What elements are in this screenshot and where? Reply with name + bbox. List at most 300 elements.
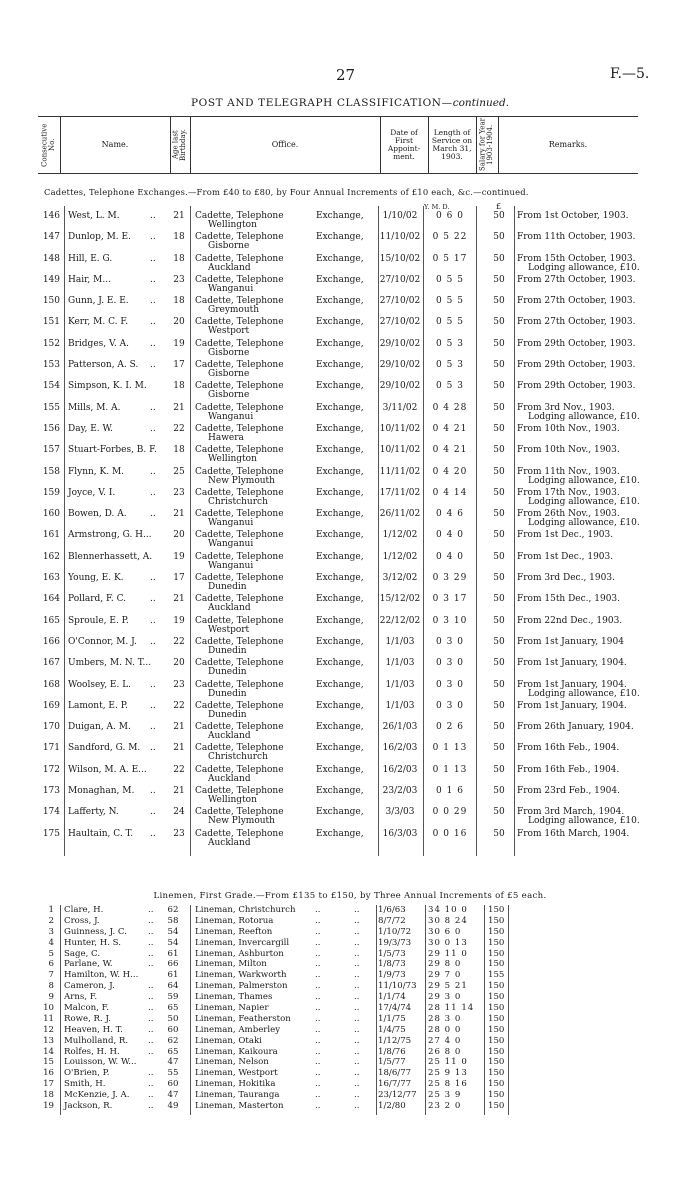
lineman-service: 25 11 0 xyxy=(428,1057,468,1068)
lineman-age: 55 xyxy=(167,1068,179,1079)
table-row xyxy=(0,656,700,677)
row-location: Gisborne xyxy=(208,347,250,358)
list-item xyxy=(0,1057,700,1068)
row-date: 15/10/02 xyxy=(379,253,421,264)
row-remark: From 3rd March, 1904. xyxy=(517,807,625,818)
lineman-office: Lineman, Ashburton xyxy=(195,948,284,959)
row-remark: From 1st October, 1903. xyxy=(517,211,629,221)
row-age: 21 xyxy=(173,509,185,520)
lineman-age: 54 xyxy=(167,926,179,937)
lineman-name: Cross, J. xyxy=(64,915,100,926)
row-dots: .. xyxy=(150,679,156,690)
page-title xyxy=(0,97,700,109)
lineman-dots: .. xyxy=(148,1024,154,1035)
row-name: Mills, M. A. xyxy=(68,402,121,413)
row-salary: 50 xyxy=(493,636,505,647)
lineman-date: 18/6/77 xyxy=(378,1068,412,1079)
header-office: Office. xyxy=(271,139,299,149)
row-salary: 50 xyxy=(493,423,505,434)
lineman-salary: 150 xyxy=(488,1024,505,1035)
lineman-leader-1: .. xyxy=(315,915,321,926)
list-item xyxy=(0,1014,700,1025)
row-age: 17 xyxy=(173,360,185,371)
row-name: Flynn, K. M. xyxy=(68,466,125,477)
lineman-service: 34 10 0 xyxy=(428,905,468,915)
row-dots: .. xyxy=(150,700,156,711)
row-office: Cadette, Telephone xyxy=(195,509,284,520)
row-service: 0 3 0 xyxy=(436,679,464,690)
lineman-age: 60 xyxy=(167,1079,179,1090)
row-dots: .. xyxy=(150,807,156,818)
row-location: Wanganui xyxy=(208,560,254,571)
row-salary: 50 xyxy=(493,807,505,818)
row-office-exchange: Exchange, xyxy=(316,551,364,562)
table-row xyxy=(0,720,700,741)
row-location: Wanganui xyxy=(208,283,254,294)
row-name: Dunlop, M. E. xyxy=(68,232,131,243)
lineman-salary: 150 xyxy=(488,992,505,1003)
row-remark: From 26th January, 1904. xyxy=(517,722,634,733)
lineman-service: 30 8 24 xyxy=(428,915,468,926)
list-item xyxy=(0,981,700,992)
row-name: Wilson, M. A. E... xyxy=(68,764,147,775)
row-remark: From 15th Dec., 1903. xyxy=(517,594,621,605)
row-location: Wellington xyxy=(208,454,257,465)
list-item xyxy=(0,959,700,970)
row-age: 23 xyxy=(173,487,185,498)
row-number: 169 xyxy=(42,700,60,711)
row-remark: From 26th Nov., 1903. xyxy=(517,509,620,520)
row-office: Cadette, Telephone xyxy=(195,530,284,541)
lineman-age: 47 xyxy=(167,1057,179,1068)
row-office-exchange: Exchange, xyxy=(316,807,364,818)
row-number: 167 xyxy=(42,658,60,669)
row-location: Wellington xyxy=(208,795,257,806)
lineman-leader-1: .. xyxy=(315,905,321,915)
lineman-name: Arns, F. xyxy=(64,992,98,1003)
row-dots: .. xyxy=(150,360,156,371)
lineman-leader-2: .. xyxy=(354,915,360,926)
row-remark: From 16th Feb., 1904. xyxy=(517,743,620,754)
row-age: 19 xyxy=(173,615,185,626)
row-remark: From 1st Dec., 1903. xyxy=(517,551,614,562)
lineman-date: 1/1/74 xyxy=(378,992,406,1003)
row-service: 0 3 10 xyxy=(432,615,468,626)
lineman-number: 8 xyxy=(48,981,54,992)
row-date: 10/11/02 xyxy=(379,445,421,456)
row-service: 0 6 0 xyxy=(436,211,464,221)
row-number: 151 xyxy=(42,317,60,328)
lineman-number: 7 xyxy=(48,970,54,981)
lineman-office: Lineman, Hokitika xyxy=(195,1079,276,1090)
row-location: Dunedin xyxy=(208,582,247,593)
row-number: 148 xyxy=(42,253,60,264)
lineman-salary: 150 xyxy=(488,1090,505,1101)
table-row xyxy=(0,635,700,656)
table-row xyxy=(0,379,700,400)
lineman-date: 1/6/63 xyxy=(378,905,406,915)
lineman-office: Lineman, Napier xyxy=(195,1003,269,1014)
lineman-age: 49 xyxy=(167,1101,179,1112)
lineman-service: 28 3 0 xyxy=(428,1013,462,1024)
lineman-leader-2: .. xyxy=(354,1101,360,1112)
lineman-leader-2: .. xyxy=(354,905,360,915)
row-location: Dunedin xyxy=(208,667,247,678)
lineman-leader-1: .. xyxy=(315,981,321,992)
lineman-leader-2: .. xyxy=(354,1079,360,1090)
row-office-exchange: Exchange, xyxy=(316,828,364,839)
row-number: 152 xyxy=(42,338,60,349)
row-service: 0 3 0 xyxy=(436,636,464,647)
lineman-age: 60 xyxy=(167,1024,179,1035)
page-number: 27 xyxy=(336,66,356,84)
row-number: 159 xyxy=(42,487,60,498)
list-item xyxy=(0,1101,700,1112)
row-office: Cadette, Telephone xyxy=(195,211,284,221)
row-location: Christchurch xyxy=(208,496,268,507)
row-office-exchange: Exchange, xyxy=(316,679,364,690)
lineman-salary: 150 xyxy=(488,948,505,959)
lineman-age: 62 xyxy=(167,905,179,915)
row-salary: 50 xyxy=(493,658,505,669)
table-row xyxy=(0,699,700,720)
row-salary: 50 xyxy=(493,360,505,371)
row-remark: From 27th October, 1903. xyxy=(517,317,636,328)
row-salary: 50 xyxy=(493,594,505,605)
row-name: Pollard, F. C. xyxy=(68,594,127,605)
lineman-name: Clare, H. xyxy=(64,905,104,915)
lineman-leader-2: .. xyxy=(354,1003,360,1014)
lineman-date: 1/5/77 xyxy=(378,1057,406,1068)
table-row xyxy=(0,571,700,592)
lineman-dots: .. xyxy=(148,1046,154,1057)
row-office-exchange: Exchange, xyxy=(316,786,364,797)
row-name: Woolsey, E. L. xyxy=(68,679,132,690)
lineman-dots: .. xyxy=(148,992,154,1003)
row-location: Hawera xyxy=(208,432,244,443)
row-remark: From 29th October, 1903. xyxy=(517,360,636,371)
row-location: Wellington xyxy=(208,220,257,230)
row-office-exchange: Exchange, xyxy=(316,445,364,456)
lineman-number: 12 xyxy=(43,1024,54,1035)
row-name: Hill, E. G. xyxy=(68,253,113,264)
lineman-leader-1: .. xyxy=(315,1035,321,1046)
row-number: 147 xyxy=(42,232,60,243)
row-age: 22 xyxy=(173,423,185,434)
lineman-service: 28 0 0 xyxy=(428,1024,462,1035)
list-item xyxy=(0,949,700,960)
row-age: 17 xyxy=(173,573,185,584)
row-number: 156 xyxy=(42,423,60,434)
lineman-leader-2: .. xyxy=(354,1090,360,1101)
row-office-exchange: Exchange, xyxy=(316,402,364,413)
row-salary: 50 xyxy=(493,211,505,221)
row-age: 18 xyxy=(173,445,185,456)
row-date: 23/2/03 xyxy=(382,786,418,797)
lineman-dots: .. xyxy=(148,937,154,948)
row-office-exchange: Exchange, xyxy=(316,509,364,520)
row-remark-extra: Lodging allowance, £10. xyxy=(528,688,640,699)
lineman-service: 29 3 0 xyxy=(428,992,462,1003)
row-remark: From 23rd Feb., 1904. xyxy=(517,786,620,797)
row-name: O'Connor, M. J. xyxy=(68,636,137,647)
row-service: 0 4 21 xyxy=(432,423,468,434)
row-office: Cadette, Telephone xyxy=(195,274,284,285)
lineman-date: 1/8/73 xyxy=(378,959,406,970)
lineman-leader-1: .. xyxy=(315,970,321,981)
lineman-leader-2: .. xyxy=(354,926,360,937)
row-name: Haultain, C. T. xyxy=(68,828,134,839)
lineman-name: O'Brien, P. xyxy=(64,1068,110,1079)
row-date: 10/11/02 xyxy=(379,423,421,434)
row-salary: 50 xyxy=(493,764,505,775)
table-row xyxy=(0,422,700,443)
row-salary: 50 xyxy=(493,253,505,264)
row-dots: .. xyxy=(150,296,156,307)
row-office: Cadette, Telephone xyxy=(195,232,284,243)
row-name: Patterson, A. S. xyxy=(68,360,139,371)
row-date: 3/3/03 xyxy=(385,807,415,818)
row-service: 0 5 5 xyxy=(436,317,464,328)
lineman-age: 66 xyxy=(167,959,179,970)
row-location: Westport xyxy=(208,624,250,635)
row-number: 146 xyxy=(42,211,60,221)
lineman-salary: 150 xyxy=(488,915,505,926)
row-remark: From 16th Feb., 1904. xyxy=(517,764,620,775)
lineman-dots: .. xyxy=(148,1035,154,1046)
row-date: 16/2/03 xyxy=(382,743,418,754)
row-dots: .. xyxy=(150,509,156,520)
row-age: 22 xyxy=(173,700,185,711)
row-number: 165 xyxy=(42,615,60,626)
lineman-name: Hunter, H. S. xyxy=(64,937,121,948)
row-number: 161 xyxy=(42,530,60,541)
lineman-name: Sage, C. xyxy=(64,948,101,959)
lineman-dots: .. xyxy=(148,926,154,937)
section-heading-cadettes: Cadettes, Telephone Exchanges.—From £40 to £80, by Four Annual Increments of £10 each, &c.—continued. xyxy=(44,187,529,197)
table-row xyxy=(0,805,700,826)
row-salary: 50 xyxy=(493,530,505,541)
row-name: Bridges, V. A. xyxy=(68,338,129,349)
row-remark: From 17th Nov., 1903. xyxy=(517,487,620,498)
lineman-age: 62 xyxy=(167,1035,179,1046)
row-office-exchange: Exchange, xyxy=(316,530,364,541)
row-office-exchange: Exchange, xyxy=(316,722,364,733)
row-name: Day, E. W. xyxy=(68,423,114,434)
row-name: Monaghan, M. xyxy=(68,786,135,797)
row-office: Cadette, Telephone xyxy=(195,594,284,605)
row-office-exchange: Exchange, xyxy=(316,360,364,371)
row-date: 1/1/03 xyxy=(385,700,415,711)
row-date: 3/12/02 xyxy=(382,573,418,584)
row-age: 18 xyxy=(173,381,185,392)
row-name: Bowen, D. A. xyxy=(68,509,127,520)
lineman-age: 58 xyxy=(167,915,179,926)
row-office: Cadette, Telephone xyxy=(195,722,284,733)
row-office-exchange: Exchange, xyxy=(316,423,364,434)
row-remark: From 27th October, 1903. xyxy=(517,274,636,285)
table-row xyxy=(0,273,700,294)
row-number: 175 xyxy=(42,828,60,839)
lineman-leader-1: .. xyxy=(315,1046,321,1057)
lineman-leader-2: .. xyxy=(354,1035,360,1046)
row-service: 0 3 29 xyxy=(432,573,468,584)
row-age: 23 xyxy=(173,828,185,839)
table-row xyxy=(0,252,700,273)
lineman-date: 1/10/72 xyxy=(378,926,412,937)
row-dots: .. xyxy=(150,466,156,477)
lineman-service: 26 8 0 xyxy=(428,1046,462,1057)
header-name: Name. xyxy=(101,139,129,149)
row-number: 160 xyxy=(42,509,60,520)
lineman-dots: .. xyxy=(148,1090,154,1101)
row-office: Cadette, Telephone xyxy=(195,466,284,477)
row-service: 0 4 0 xyxy=(436,530,464,541)
lineman-dots: .. xyxy=(148,915,154,926)
lineman-name: Jackson, R. xyxy=(64,1101,113,1112)
list-item xyxy=(0,1003,700,1014)
lineman-salary: 150 xyxy=(488,1079,505,1090)
row-date: 26/11/02 xyxy=(379,509,421,520)
row-number: 166 xyxy=(42,636,60,647)
row-salary: 50 xyxy=(493,232,505,243)
row-dots: .. xyxy=(150,402,156,413)
lineman-salary: 150 xyxy=(488,926,505,937)
lineman-number: 19 xyxy=(43,1101,54,1112)
row-dots: .. xyxy=(150,615,156,626)
row-office: Cadette, Telephone xyxy=(195,764,284,775)
row-name: Lafferty, N. xyxy=(68,807,119,818)
table-row xyxy=(0,678,700,699)
row-age: 18 xyxy=(173,296,185,307)
row-salary: 50 xyxy=(493,509,505,520)
row-number: 174 xyxy=(42,807,60,818)
lineman-number: 17 xyxy=(43,1079,54,1090)
table-row xyxy=(0,358,700,379)
table-row xyxy=(0,614,700,635)
row-office-exchange: Exchange, xyxy=(316,253,364,264)
row-service: 0 5 22 xyxy=(432,232,468,243)
row-date: 1/1/03 xyxy=(385,679,415,690)
row-service: 0 3 0 xyxy=(436,658,464,669)
row-dots: .. xyxy=(150,786,156,797)
row-service: 0 5 3 xyxy=(436,381,464,392)
row-office-exchange: Exchange, xyxy=(316,594,364,605)
row-name: Hair, M... xyxy=(68,274,111,285)
row-salary: 50 xyxy=(493,828,505,839)
lineman-name: Rolfes, H. H. xyxy=(64,1046,120,1057)
row-date: 1/10/02 xyxy=(382,211,418,221)
lineman-name: Rowe, R. J. xyxy=(64,1013,111,1024)
row-number: 173 xyxy=(42,786,60,797)
table-row xyxy=(0,315,700,336)
row-service: 0 0 16 xyxy=(432,828,468,839)
row-dots: .. xyxy=(150,423,156,434)
row-age: 24 xyxy=(173,807,185,818)
list-item xyxy=(0,1036,700,1047)
lineman-office: Lineman, Milton xyxy=(195,959,267,970)
row-date: 1/1/03 xyxy=(385,658,415,669)
lineman-dots: .. xyxy=(148,1101,154,1112)
row-location: Auckland xyxy=(208,773,251,784)
lineman-salary: 150 xyxy=(488,1003,505,1014)
row-name: Blennerhassett, A. xyxy=(68,551,153,562)
lineman-office: Lineman, Christchurch xyxy=(195,905,296,915)
row-number: 172 xyxy=(42,764,60,775)
lineman-leader-1: .. xyxy=(315,926,321,937)
row-age: 21 xyxy=(173,594,185,605)
row-number: 163 xyxy=(42,573,60,584)
row-service: 0 4 14 xyxy=(432,487,468,498)
row-remark: From 1st January, 1904 xyxy=(517,636,624,647)
row-service: 0 5 3 xyxy=(436,338,464,349)
lineman-service: 30 6 0 xyxy=(428,926,462,937)
lineman-dots: .. xyxy=(148,948,154,959)
row-date: 11/11/02 xyxy=(379,466,421,477)
row-office: Cadette, Telephone xyxy=(195,296,284,307)
lineman-name: Hamilton, W. H... xyxy=(64,970,139,981)
row-service: 0 1 13 xyxy=(432,764,468,775)
row-date: 16/2/03 xyxy=(382,764,418,775)
row-office-exchange: Exchange, xyxy=(316,636,364,647)
list-item xyxy=(0,1090,700,1101)
row-date: 16/3/03 xyxy=(382,828,418,839)
lineman-office: Lineman, Nelson xyxy=(195,1057,269,1068)
row-remark: From 1st Dec., 1903. xyxy=(517,530,614,541)
row-date: 17/11/02 xyxy=(379,487,421,498)
row-office: Cadette, Telephone xyxy=(195,679,284,690)
lineman-salary: 150 xyxy=(488,1046,505,1057)
table-row xyxy=(0,528,700,549)
row-remark: From 3rd Nov., 1903. xyxy=(517,402,615,413)
row-service: 0 3 0 xyxy=(436,700,464,711)
row-office-exchange: Exchange, xyxy=(316,381,364,392)
lineman-office: Lineman, Amberley xyxy=(195,1024,281,1035)
row-office: Cadette, Telephone xyxy=(195,700,284,711)
row-salary: 50 xyxy=(493,317,505,328)
row-salary: 50 xyxy=(493,551,505,562)
lineman-service: 28 11 14 xyxy=(428,1003,475,1014)
lineman-service: 25 8 16 xyxy=(428,1079,468,1090)
lineman-office: Lineman, Palmerston xyxy=(195,981,288,992)
lineman-service: 25 3 9 xyxy=(428,1090,462,1101)
lineman-office: Lineman, Otaki xyxy=(195,1035,262,1046)
row-remark: From 27th October, 1903. xyxy=(517,296,636,307)
list-item xyxy=(0,1079,700,1090)
row-date: 11/10/02 xyxy=(379,232,421,243)
lineman-date: 1/1/75 xyxy=(378,1013,406,1024)
lineman-leader-1: .. xyxy=(315,959,321,970)
row-date: 27/10/02 xyxy=(379,296,421,307)
row-salary: 50 xyxy=(493,615,505,626)
row-date: 29/10/02 xyxy=(379,381,421,392)
row-service: 0 5 3 xyxy=(436,360,464,371)
row-age: 25 xyxy=(173,466,185,477)
lineman-number: 10 xyxy=(43,1003,54,1014)
row-salary: 50 xyxy=(493,786,505,797)
row-remark-extra: Lodging allowance, £10. xyxy=(528,518,640,529)
row-location: Gisborne xyxy=(208,390,250,401)
lineman-name: Malcon, F. xyxy=(64,1003,110,1014)
list-item xyxy=(0,1025,700,1036)
header-remarks: Remarks. xyxy=(548,139,588,149)
row-name: Duigan, A. M. xyxy=(68,722,131,733)
lineman-number: 6 xyxy=(48,959,54,970)
lineman-service: 29 5 21 xyxy=(428,981,468,992)
row-office-exchange: Exchange, xyxy=(316,317,364,328)
row-age: 21 xyxy=(173,722,185,733)
row-date: 29/10/02 xyxy=(379,360,421,371)
